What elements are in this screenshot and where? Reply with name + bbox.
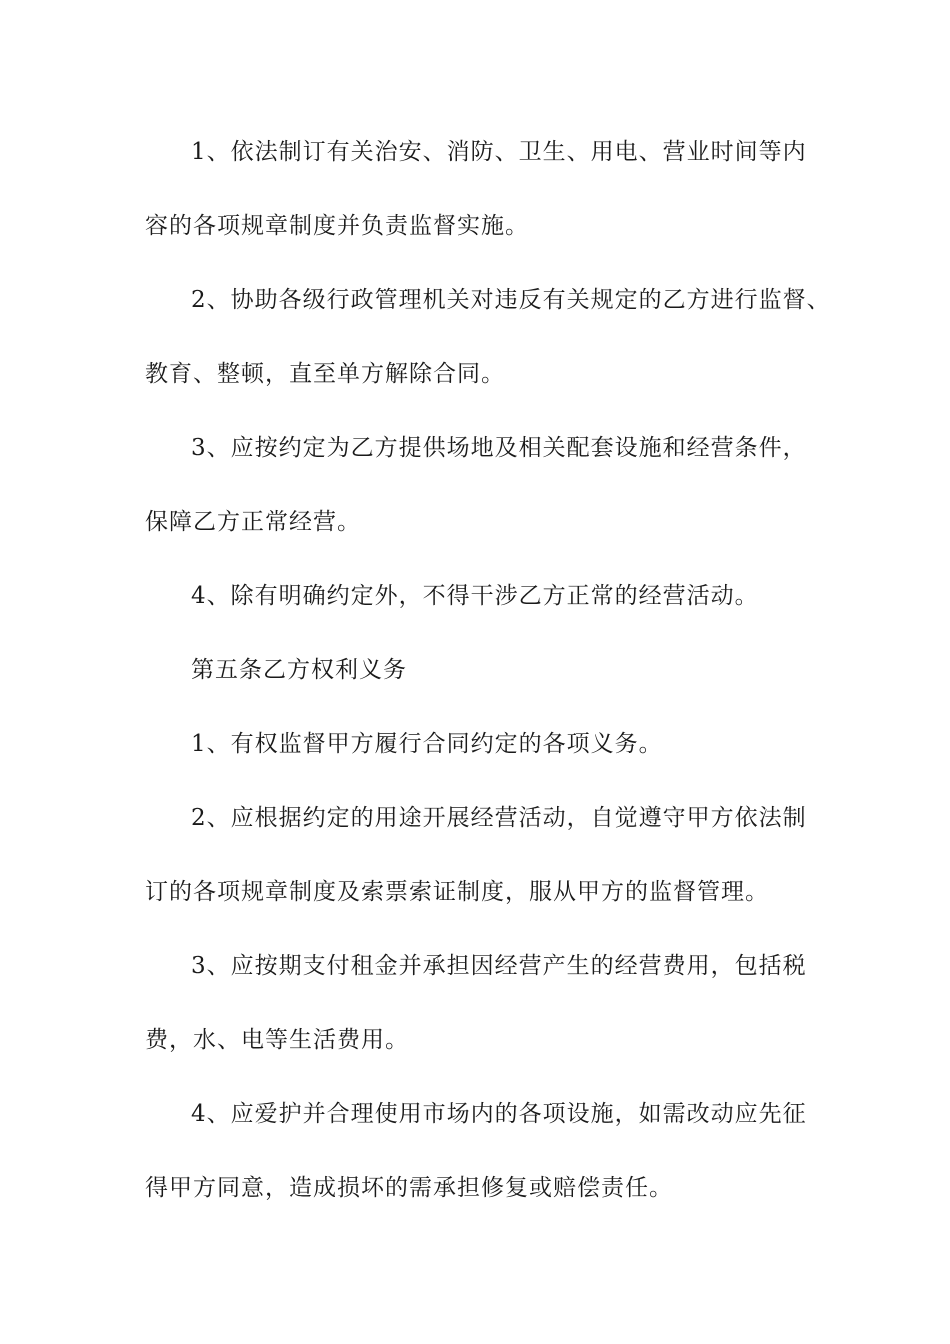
text-line: 4、除有明确约定外，不得干涉乙方正常的经营活动。 [191, 583, 759, 609]
text-line: 3、应按期支付租金并承担因经营产生的经营费用，包括税 [191, 953, 807, 979]
text-line: 容的各项规章制度并负责监督实施。 [145, 213, 529, 239]
text-line: 1、依法制订有关治安、消防、卫生、用电、营业时间等内 [191, 139, 807, 165]
text-line: 费，水、电等生活费用。 [145, 1027, 409, 1053]
text-line: 2、应根据约定的用途开展经营活动，自觉遵守甲方依法制 [191, 805, 807, 831]
text-line: 1、有权监督甲方履行合同约定的各项义务。 [191, 731, 663, 757]
text-line: 教育、整顿，直至单方解除合同。 [145, 361, 505, 387]
text-line: 3、应按约定为乙方提供场地及相关配套设施和经营条件， [191, 435, 807, 461]
text-line: 订的各项规章制度及索票索证制度，服从甲方的监督管理。 [145, 879, 769, 905]
document-body [145, 128, 831, 1238]
section-heading: 第五条乙方权利义务 [191, 657, 407, 683]
text-line: 得甲方同意，造成损坏的需承担修复或赔偿责任。 [145, 1175, 673, 1201]
text-line: 2、协助各级行政管理机关对违反有关规定的乙方进行监督、 [191, 287, 831, 313]
text-line: 保障乙方正常经营。 [145, 509, 361, 535]
text-line: 4、应爱护并合理使用市场内的各项设施，如需改动应先征 [191, 1101, 807, 1127]
